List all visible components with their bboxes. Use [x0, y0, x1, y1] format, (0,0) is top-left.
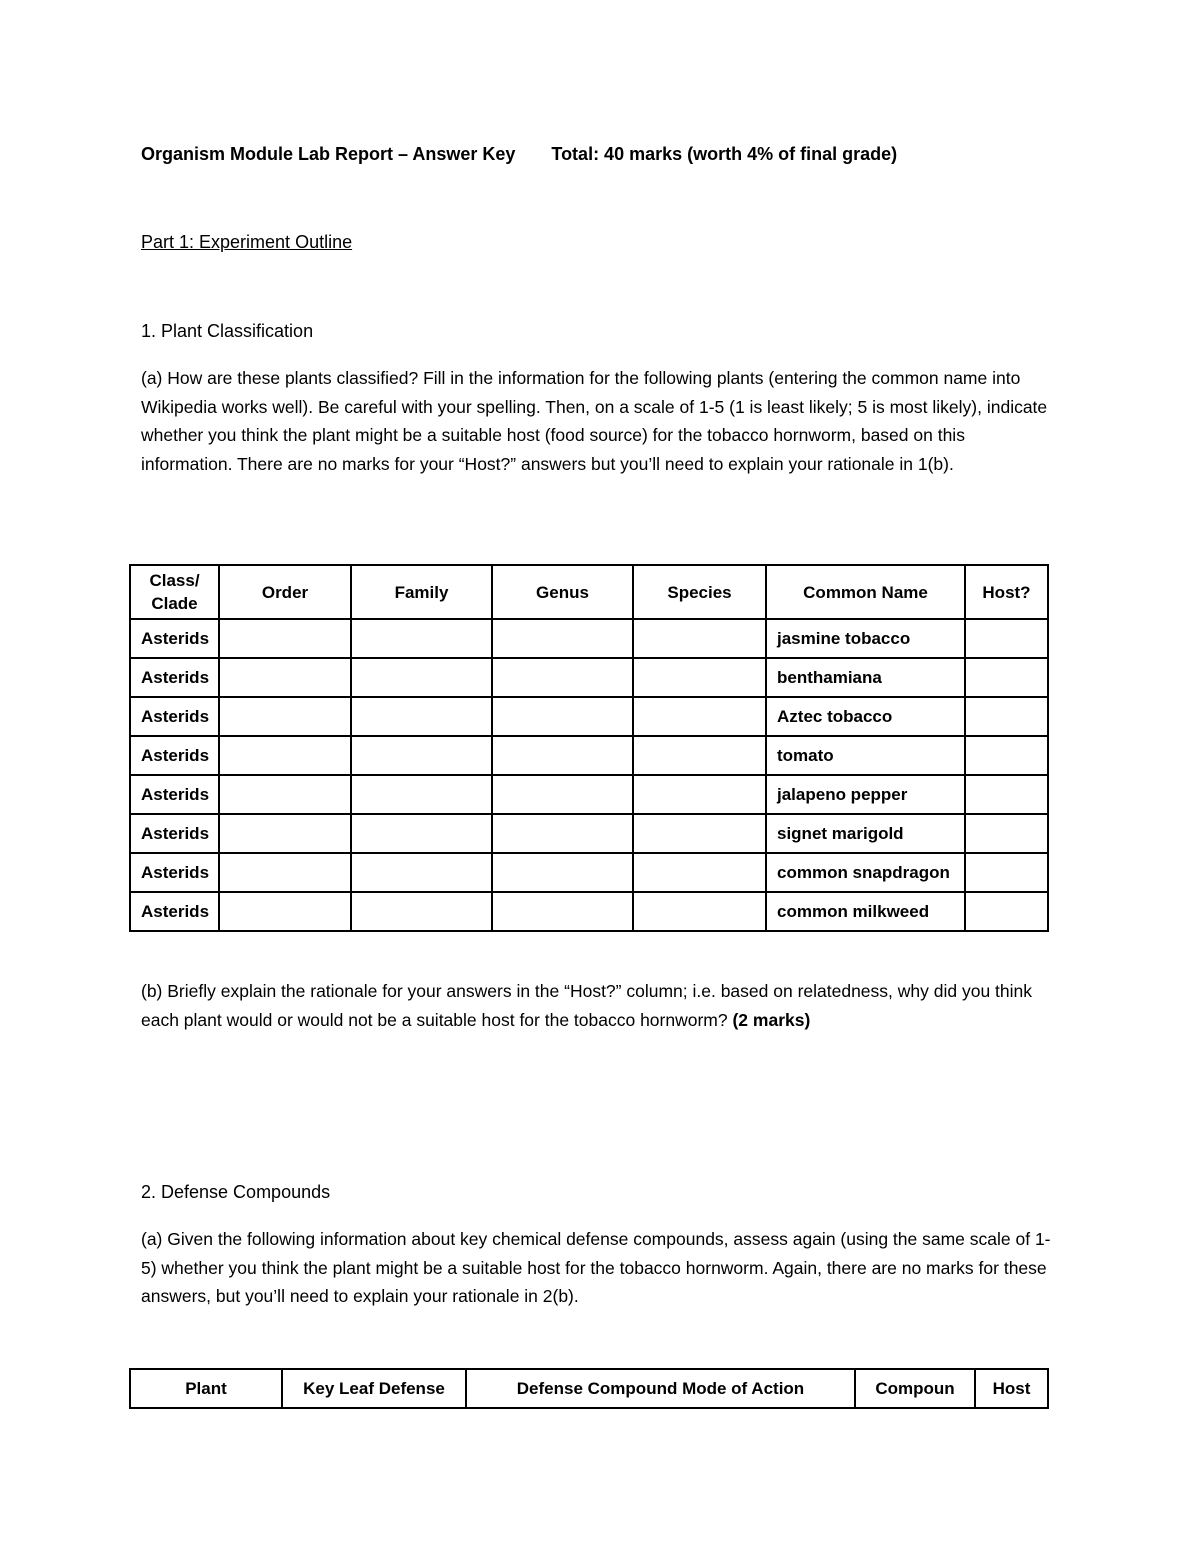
- order-cell: [219, 619, 351, 658]
- common-name-cell: signet marigold: [766, 814, 965, 853]
- class-cell: Asterids: [130, 658, 219, 697]
- genus-cell: [492, 697, 633, 736]
- host-cell: [965, 736, 1048, 775]
- question1-heading: 1. Plant Classification: [141, 321, 314, 341]
- order-cell: [219, 892, 351, 931]
- table-row: [130, 853, 1048, 892]
- table-row: [130, 814, 1048, 853]
- col-header-compound: Compoun: [855, 1369, 975, 1408]
- table-row: [130, 892, 1048, 931]
- species-cell: [633, 619, 766, 658]
- genus-cell: [492, 658, 633, 697]
- classification-table: [129, 564, 1049, 932]
- order-cell: [219, 814, 351, 853]
- common-name-cell: benthamiana: [766, 658, 965, 697]
- common-name-cell: common milkweed: [766, 892, 965, 931]
- col-header-genus: Genus: [492, 565, 633, 619]
- common-name-cell: jasmine tobacco: [766, 619, 965, 658]
- species-cell: [633, 853, 766, 892]
- question2a-text: (a) Given the following information about key chemical defense compounds, assess again (using the same scale of 1-5) whether you think the plant might be a suitable host for the tobacco hornworm. Again, there are no marks for these answers, but you’ll need to explain your rationale in 2(b).: [141, 1229, 1051, 1306]
- family-cell: [351, 775, 492, 814]
- family-cell: [351, 619, 492, 658]
- class-cell: Asterids: [130, 736, 219, 775]
- species-cell: [633, 775, 766, 814]
- species-cell: [633, 892, 766, 931]
- host-cell: [965, 892, 1048, 931]
- genus-cell: [492, 775, 633, 814]
- genus-cell: [492, 619, 633, 658]
- col-header-host: Host?: [965, 565, 1048, 619]
- common-name-cell: common snapdragon: [766, 853, 965, 892]
- family-cell: [351, 736, 492, 775]
- family-cell: [351, 853, 492, 892]
- class-cell: Asterids: [130, 892, 219, 931]
- family-cell: [351, 697, 492, 736]
- common-name-cell: jalapeno pepper: [766, 775, 965, 814]
- table-row: [130, 697, 1048, 736]
- genus-cell: [492, 814, 633, 853]
- family-cell: [351, 658, 492, 697]
- col-header-plant: Plant: [130, 1369, 282, 1408]
- family-cell: [351, 814, 492, 853]
- order-cell: [219, 658, 351, 697]
- table-header-row: [130, 565, 1048, 619]
- part1-heading: Part 1: Experiment Outline: [141, 232, 353, 252]
- family-cell: [351, 892, 492, 931]
- host-cell: [965, 814, 1048, 853]
- order-cell: [219, 853, 351, 892]
- class-cell: Asterids: [130, 697, 219, 736]
- question2-heading: 2. Defense Compounds: [141, 1182, 331, 1202]
- col-header-host: Host: [975, 1369, 1048, 1408]
- host-cell: [965, 697, 1048, 736]
- col-header-mode-of-action: Defense Compound Mode of Action: [466, 1369, 855, 1408]
- table-row: [130, 775, 1048, 814]
- order-cell: [219, 775, 351, 814]
- col-header-order: Order: [219, 565, 351, 619]
- col-header-species: Species: [633, 565, 766, 619]
- question1b-marks: (2 marks): [732, 1009, 811, 1030]
- species-cell: [633, 697, 766, 736]
- host-cell: [965, 853, 1048, 892]
- order-cell: [219, 736, 351, 775]
- common-name-cell: tomato: [766, 736, 965, 775]
- host-cell: [965, 619, 1048, 658]
- species-cell: [633, 658, 766, 697]
- question1b-body: (b) Briefly explain the rationale for your answers in the “Host?” column; i.e. based on relatedness, why did you think each plant would or would not be a suitable host for the tobacco hornworm?: [141, 981, 1033, 1030]
- class-cell: Asterids: [130, 853, 219, 892]
- col-header-key-leaf-defense: Key Leaf Defense: [282, 1369, 466, 1408]
- defense-table: [129, 1368, 1049, 1409]
- col-header-family: Family: [351, 565, 492, 619]
- common-name-cell: Aztec tobacco: [766, 697, 965, 736]
- genus-cell: [492, 853, 633, 892]
- genus-cell: [492, 892, 633, 931]
- table-header-row: [130, 1369, 1048, 1408]
- col-header-common-name: Common Name: [766, 565, 965, 619]
- species-cell: [633, 814, 766, 853]
- table-row: [130, 619, 1048, 658]
- total-marks: Total: 40 marks (worth 4% of final grade): [551, 144, 898, 164]
- document-title: [141, 144, 897, 165]
- class-cell: Asterids: [130, 814, 219, 853]
- host-cell: [965, 658, 1048, 697]
- table-row: [130, 736, 1048, 775]
- host-cell: [965, 775, 1048, 814]
- class-cell: Asterids: [130, 775, 219, 814]
- title-text: Organism Module Lab Report – Answer Key: [141, 144, 516, 164]
- species-cell: [633, 736, 766, 775]
- question1a-text: (a) How are these plants classified? Fill in the information for the following plants (entering the common name into Wikipedia works well). Be careful with your spelling. Then, on a scale of 1-5 (1 is least likely; 5 is most likely), indicate whether you think the plant might be a suitable host (food source) for the tobacco hornworm, based on this information. There are no marks for your “Host?” answers but you’ll need to explain your rationale in 1(b).: [141, 368, 1048, 474]
- class-cell: Asterids: [130, 619, 219, 658]
- genus-cell: [492, 736, 633, 775]
- order-cell: [219, 697, 351, 736]
- question1b-text: [141, 977, 1056, 1034]
- table-row: [130, 658, 1048, 697]
- col-header-class: Class/ Clade: [130, 565, 219, 619]
